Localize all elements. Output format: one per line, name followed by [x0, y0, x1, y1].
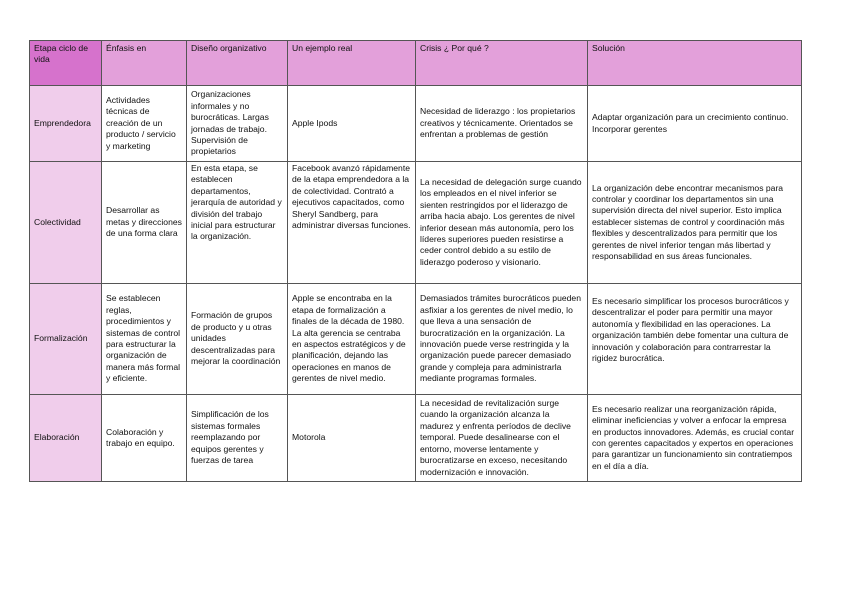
design-cell: Organizaciones informales y no burocráticas. Largas jornadas de trabajo. Supervisión de propietarios — [187, 86, 288, 162]
stage-cell: Formalización — [30, 284, 102, 395]
table-row — [30, 86, 802, 162]
header-crisis: Crisis ¿ Por qué ? — [416, 41, 588, 86]
design-cell: Formación de grupos de producto y u otras unidades descentralizadas para mejorar la coordinación — [187, 284, 288, 395]
life-cycle-table — [29, 40, 802, 482]
emphasis-cell: Desarrollar as metas y direcciones de una forma clara — [102, 162, 187, 284]
crisis-cell: Necesidad de liderazgo : los propietarios creativos y técnicamente. Orientados se enfrentan a problemas de gestión — [416, 86, 588, 162]
header-stage: Etapa ciclo de vida — [30, 41, 102, 86]
crisis-cell: La necesidad de revitalización surge cuando la organización alcanza la madurez y enfrenta períodos de declive temporal. Puede desalinearse con el entorno, moverse lentamente y burocratizarse en exceso, necesitando modernización e innovación. — [416, 395, 588, 482]
stage-cell: Emprendedora — [30, 86, 102, 162]
table-row — [30, 284, 802, 395]
header-design: Diseño organizativo — [187, 41, 288, 86]
solution-cell: Es necesario simplificar los procesos burocráticos y descentralizar el poder para permitir una mayor autonomía y flexibilidad en las operaciones. La organización también debe fomentar una cultura de innovación y colaboración para contrarrestar la rigidez burocrática. — [588, 284, 802, 395]
header-example: Un ejemplo real — [288, 41, 416, 86]
header-row — [30, 41, 802, 86]
crisis-cell: La necesidad de delegación surge cuando los empleados en el nivel inferior se sienten restringidos por el liderazgo de arriba hacia abajo. Los gerentes de nivel inferior desean más autonomía, pero los líderes superiores pueden resistirse a ceder control debido a su estilo de liderazgo poderoso y visionario. — [416, 162, 588, 284]
header-solution: Solución — [588, 41, 802, 86]
stage-cell: Elaboración — [30, 395, 102, 482]
header-emphasis: Énfasis en — [102, 41, 187, 86]
example-cell: Apple Ipods — [288, 86, 416, 162]
table-row — [30, 395, 802, 482]
design-cell: En esta etapa, se establecen departamentos, jerarquía de autoridad y división del trabajo inicial para estructurar la organización. — [187, 162, 288, 284]
table-row — [30, 162, 802, 284]
emphasis-cell: Se establecen reglas, procedimientos y sistemas de control para estructurar la organización de manera más formal y eficiente. — [102, 284, 187, 395]
solution-cell: Adaptar organización para un crecimiento continuo. Incorporar gerentes — [588, 86, 802, 162]
example-cell: Motorola — [288, 395, 416, 482]
example-cell: Facebook avanzó rápidamente de la etapa emprendedora a la de colectividad. Contrató a ejecutivos capacitados, como Sheryl Sandberg, para administrar diversas funciones. — [288, 162, 416, 284]
solution-cell: Es necesario realizar una reorganización rápida, eliminar ineficiencias y volver a enfocar la empresa en productos innovadores. Además, es crucial contar con gerentes capacitados y expertos en operaciones para garantizar un funcionamiento sin contratiempos en el día a día. — [588, 395, 802, 482]
design-cell: Simplificación de los sistemas formales reemplazando por equipos gerentes y fuerzas de tarea — [187, 395, 288, 482]
stage-cell: Colectividad — [30, 162, 102, 284]
crisis-cell: Demasiados trámites burocráticos pueden asfixiar a los gerentes de nivel medio, lo que lleva a una sensación de burocratización en la organización. La innovación puede verse restringida y la organización puede parecer demasiado grande y compleja para administrarla mediante programas formales. — [416, 284, 588, 395]
example-cell: Apple se encontraba en la etapa de formalización a finales de la década de 1980. La alta gerencia se centraba en aspectos estratégicos y de planificación, dejando las operaciones en manos de gerentes de nivel medio. — [288, 284, 416, 395]
emphasis-cell: Actividades técnicas de creación de un producto / servicio y marketing — [102, 86, 187, 162]
solution-cell: La organización debe encontrar mecanismos para controlar y coordinar los departamentos sin una supervisión directa del nivel superior. Esto implica establecer sistemas de control y coordinación más flexibles y descentralizados para permitir que los gerentes de nivel inferior tengan más libertad y responsabilidad en sus áreas funcionales. — [588, 162, 802, 284]
emphasis-cell: Colaboración y trabajo en equipo. — [102, 395, 187, 482]
